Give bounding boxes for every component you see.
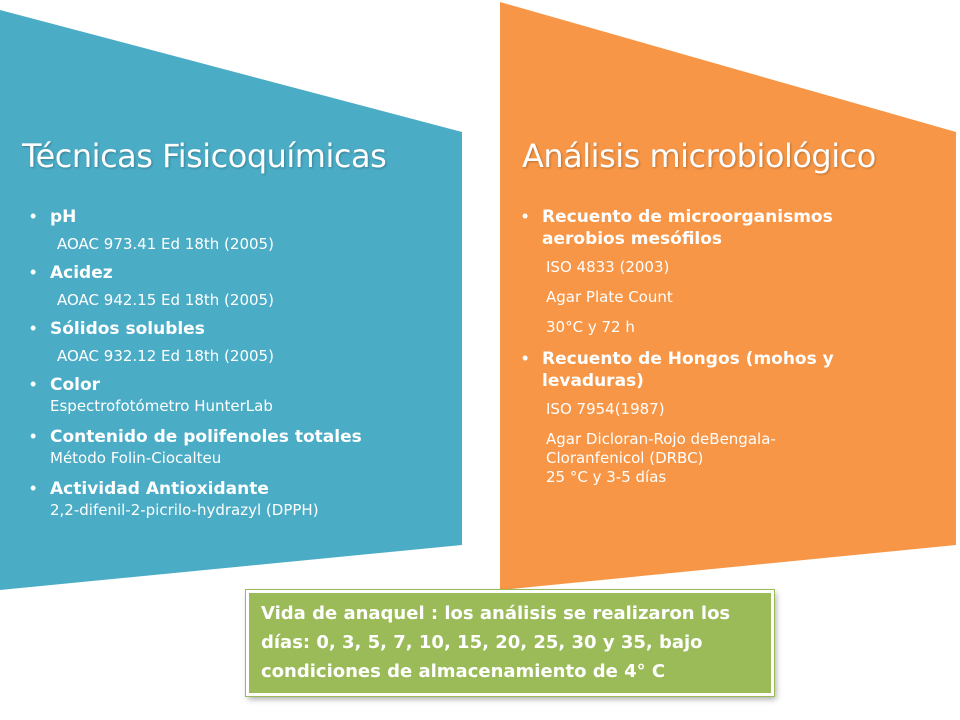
right-panel-title: Análisis microbiológico	[522, 137, 876, 175]
item-method: Método Folin-Ciocalteu	[50, 449, 222, 467]
item-details	[542, 400, 902, 487]
bullet-icon: •	[522, 206, 529, 226]
item-title: Actividad Antioxidante	[50, 479, 269, 499]
bullet-icon: •	[30, 206, 37, 226]
item-conditions: 25 °C y 3-5 días	[546, 468, 667, 486]
item-title: Recuento de microorganismos aerobios mesófilos	[542, 207, 833, 249]
left-panel-title: Técnicas Fisicoquímicas	[22, 137, 387, 175]
list-item	[30, 426, 450, 468]
bullet-icon: •	[30, 262, 37, 282]
list-item	[30, 262, 450, 310]
item-method: 2,2-difenil-2-picrilo-hydrazyl (DPPH)	[50, 501, 319, 519]
bullet-icon: •	[30, 318, 37, 338]
left-technique-list	[30, 206, 450, 525]
shelf-life-note: Vida de anaquel : los análisis se realizaron los días: 0, 3, 5, 7, 10, 15, 20, 25, 30 y 35, bajo condiciones de almacenamiento de 4° C	[246, 590, 774, 696]
item-method: AOAC 942.15 Ed 18th (2005)	[57, 291, 274, 309]
item-standard: ISO 7954(1987)	[546, 400, 665, 418]
bullet-icon: •	[30, 426, 37, 446]
item-title: Contenido de polifenoles totales	[50, 427, 362, 447]
item-title: Acidez	[50, 263, 113, 283]
item-details	[542, 258, 902, 337]
list-item	[30, 318, 450, 366]
item-conditions: 30°C y 72 h	[546, 318, 635, 336]
item-method: Espectrofotómetro HunterLab	[50, 397, 273, 415]
bullet-icon: •	[522, 348, 529, 368]
item-medium: Agar Dicloran-Rojo deBengala-Cloranfenicol (DRBC)	[546, 430, 776, 467]
item-title: Recuento de Hongos (mohos y levaduras)	[542, 349, 834, 391]
item-standard: ISO 4833 (2003)	[546, 258, 670, 276]
list-item	[30, 374, 450, 416]
item-method: AOAC 932.12 Ed 18th (2005)	[57, 347, 274, 365]
right-analysis-list	[522, 206, 902, 498]
list-item	[522, 206, 902, 337]
item-title: Color	[50, 375, 101, 395]
item-title: Sólidos solubles	[50, 319, 205, 339]
item-medium: Agar Plate Count	[546, 288, 673, 306]
list-item	[522, 348, 902, 487]
list-item	[30, 206, 450, 254]
bullet-icon: •	[30, 478, 37, 498]
item-method: AOAC 973.41 Ed 18th (2005)	[57, 235, 274, 253]
item-title: pH	[50, 207, 77, 227]
list-item	[30, 478, 450, 520]
bullet-icon: •	[30, 374, 37, 394]
